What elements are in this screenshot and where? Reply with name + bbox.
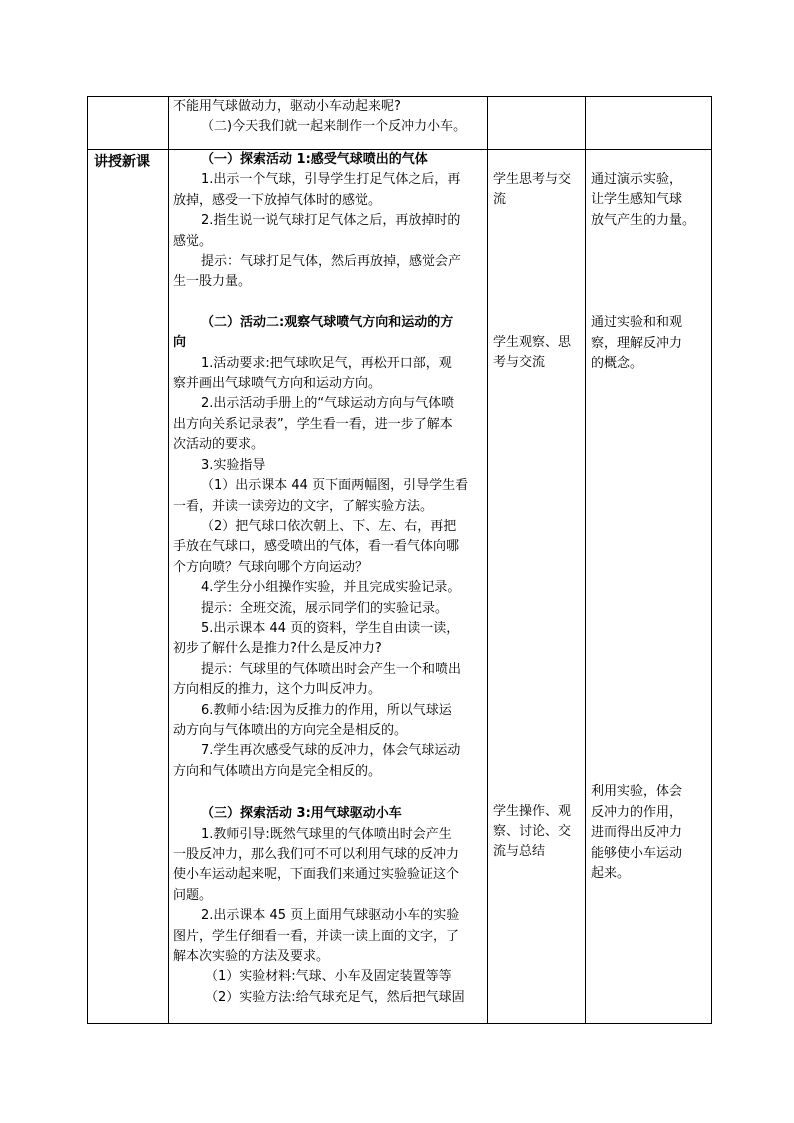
activity1-line: 生一股力量。	[173, 274, 252, 290]
activity1-line: 提示：气球打足气体，然后再放掉，感觉会产	[201, 254, 462, 270]
activity2-line: 5.出示课本 44 页的资料，学生自由读一读，	[201, 620, 460, 636]
activity2-line: 6.教师小结:因为反推力的作用，所以气球运	[201, 702, 452, 718]
activity2-line: 1.活动要求:把气球吹足气，再松开口部，观	[201, 355, 452, 371]
activity3-heading: （三）探索活动 3:用气球驱动小车	[201, 806, 402, 822]
activity2-student	[488, 333, 585, 374]
activity2-line: 动方向与气体喷出的方向完全是相反的。	[173, 722, 408, 738]
intro-student-cell	[488, 97, 586, 150]
activity2-line: 一看，并读一读旁边的文字，了解实验方法。	[173, 498, 434, 514]
section-content-cell	[169, 150, 488, 1024]
activity3-line: 1.教师引导:既然气球里的气体喷出时会产生	[201, 826, 452, 842]
activity3-student	[488, 802, 585, 863]
spacer	[169, 293, 487, 313]
activity2-line: 出方向关系记录表”，学生看一看，进一步了解本	[173, 416, 453, 432]
purpose-line: 进而得出反冲力	[591, 825, 683, 841]
intro-line: （二)今天我们就一起来制作一个反冲力小车。	[201, 119, 467, 135]
intro-line: 不能用气球做动力，驱动小车动起来呢?	[173, 99, 401, 114]
section-label-cell	[88, 150, 169, 1024]
activity2-heading: （二）活动二:观察气球喷气方向和运动的方	[201, 314, 454, 330]
activity1-line: 1.出示一个气球，引导学生打足气体之后，再	[201, 172, 461, 188]
activity3-line: 图片，学生仔细看一看，并读一读上面的文字，了	[173, 928, 460, 944]
activity3-line: （2）实验方法:给气球充足气，然后把气球固	[205, 989, 465, 1005]
activity2-line: 提示：全班交流，展示同学们的实验记录。	[201, 600, 449, 616]
activity2-line: 手放在气球口，感受喷出的气体，看一看气体向哪	[173, 539, 460, 555]
activity1-line: 2.指生说一说气球打足气体之后，再放掉时的	[201, 213, 461, 229]
activity1-line: 感觉。	[173, 233, 213, 249]
lesson-plan-table	[87, 96, 712, 1024]
purpose-line: 的概念。	[591, 356, 644, 372]
intro-content-cell	[169, 97, 488, 150]
activity2-line: 2.出示活动手册上的“气球运动方向与气体喷	[201, 396, 455, 412]
purpose-line: 通过演示实验，	[591, 172, 683, 187]
intro-purpose-cell	[586, 97, 712, 150]
section-label: 讲授新课	[94, 154, 150, 170]
student-line: 学生思考与交	[493, 172, 572, 187]
student-line: 流	[493, 192, 507, 208]
activity2-line: 7.学生再次感受气球的反冲力，体会气球运动	[201, 743, 461, 759]
student-line: 察、讨论、交	[493, 824, 572, 840]
purpose-line: 察，理解反冲力	[591, 335, 683, 351]
activity2-line: 3.实验指导	[201, 457, 266, 473]
activity2-line: 次活动的要求。	[173, 437, 265, 453]
purpose-line: 通过实验和和观	[591, 315, 683, 331]
purpose-line: 利用实验，体会	[591, 784, 683, 800]
activity3-line: 使小车运动起来呢，下面我们来通过实验验证这个	[173, 867, 460, 883]
activity3-purpose	[586, 782, 711, 884]
activity2-purpose	[586, 313, 711, 374]
activity1-purpose	[586, 170, 711, 231]
activity3-line: 2.出示课本 45 页上面用气球驱动小车的实验	[201, 908, 460, 924]
activity1-heading: （一）探索活动 1:感受气球喷出的气体	[201, 152, 428, 167]
activity3-line: 问题。	[173, 887, 213, 903]
activity2-line: 初步了解什么是推力?什么是反冲力?	[173, 641, 382, 657]
purpose-line: 起来。	[591, 866, 631, 882]
purpose-line: 能够使小车运动	[591, 845, 683, 861]
student-line: 学生观察、思	[493, 334, 572, 350]
activity3-line: 解本次实验的方法及要求。	[173, 949, 330, 965]
purpose-line: 让学生感知气球	[591, 192, 683, 208]
activity1-student	[488, 170, 585, 211]
student-line: 流与总结	[493, 844, 546, 860]
activity2-line: （2）把气球口依次朝上、下、左、右，再把	[201, 518, 457, 534]
student-line: 考与交流	[493, 355, 546, 371]
activity3-line: 一股反冲力，那么我们可不可以利用气球的反冲力	[173, 847, 460, 862]
design-purpose-cell	[586, 150, 712, 1024]
activity2-line: （1）出示课本 44 页下面两幅图，引导学生看	[201, 478, 469, 494]
new-lesson-row	[88, 150, 712, 1024]
intro-label-cell	[88, 97, 169, 150]
activity2-line: 方向相反的推力，这个力叫反冲力。	[173, 682, 382, 698]
purpose-line: 反冲力的作用，	[591, 804, 683, 820]
student-line: 学生操作、观	[493, 803, 572, 819]
activity1-line: 放掉，感受一下放掉气体时的感觉。	[173, 192, 382, 208]
activity2-line: 提示：气球里的气体喷出时会产生一个和喷出	[201, 661, 462, 677]
activity2-line: 个方向喷？气球向哪个方向运动？	[173, 559, 369, 575]
activity2-line: 察并画出气球喷气方向和运动方向。	[173, 376, 382, 392]
purpose-line: 放气产生的力量。	[591, 212, 696, 228]
activity2-heading-cont: 向	[173, 335, 187, 351]
activity3-line: （1）实验材料:气球、小车及固定装置等等	[205, 969, 452, 985]
activity2-line: 方向和气体喷出方向是完全相反的。	[173, 763, 382, 779]
activity2-line: 4.学生分小组操作实验，并且完成实验记录。	[201, 580, 461, 596]
student-activity-cell	[488, 150, 586, 1024]
spacer	[169, 782, 487, 804]
intro-row	[88, 97, 712, 150]
